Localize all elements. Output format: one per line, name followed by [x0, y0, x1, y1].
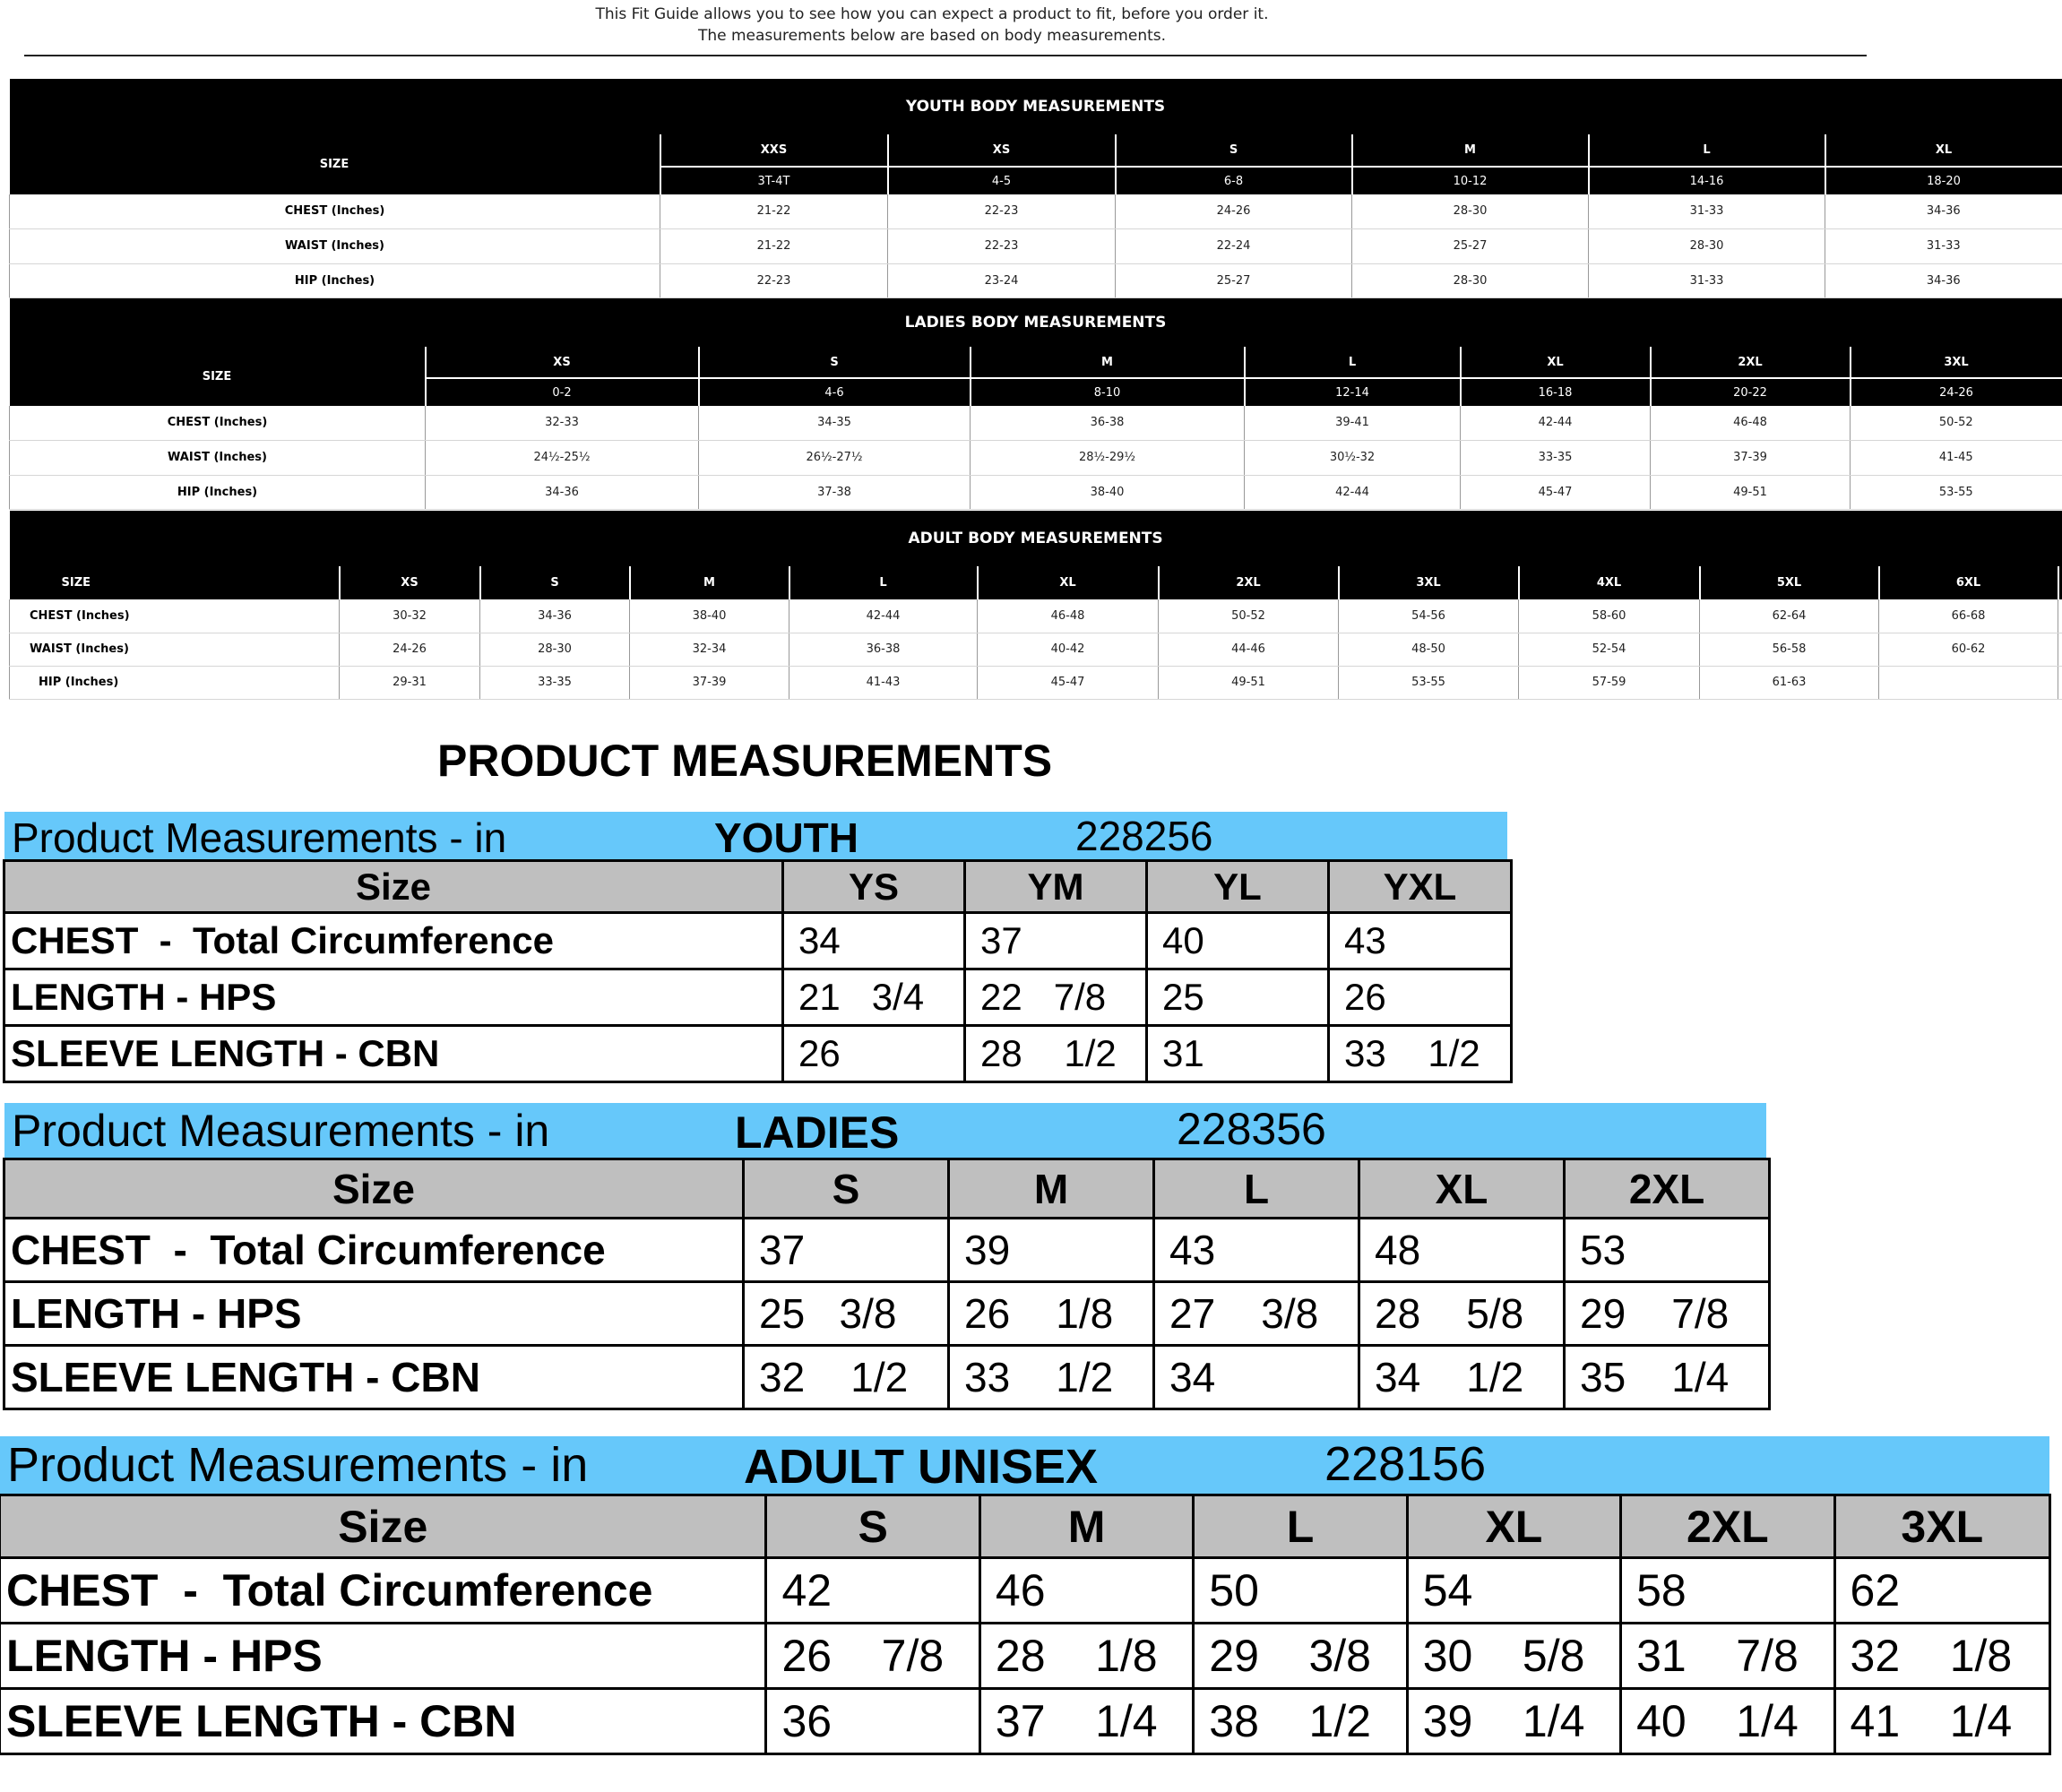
ladies-body-table — [9, 298, 2062, 510]
table-row — [10, 263, 2062, 297]
cell: 29-31 — [340, 666, 480, 699]
cell: 45-47 — [1461, 475, 1651, 509]
cell: 25-27 — [1352, 228, 1589, 263]
size-header: S — [766, 1495, 979, 1558]
youth-product-group: YOUTH — [714, 814, 858, 861]
cell: 24-26 — [1116, 194, 1352, 228]
cell: 36 — [766, 1689, 979, 1754]
cell: 50-52 — [1851, 406, 2062, 440]
cell: 36-38 — [971, 406, 1245, 440]
youth-size-header: XXS — [660, 134, 888, 167]
ladies-product-table — [3, 1158, 1771, 1410]
row-label: CHEST (Inches) — [10, 599, 340, 633]
cell: 30 5/8 — [1407, 1624, 1620, 1689]
cell: 39 — [949, 1219, 1154, 1282]
cell: 32 1/8 — [1834, 1624, 2049, 1689]
cell: 48 — [1359, 1219, 1565, 1282]
cell: 26 1/8 — [949, 1282, 1154, 1346]
cell: 49-51 — [1651, 475, 1851, 509]
youth-body-table — [9, 79, 2062, 298]
cell: 62 — [1834, 1558, 2049, 1624]
cell: 34-35 — [699, 406, 971, 440]
cell: 38-40 — [630, 599, 789, 633]
cell: 41-43 — [789, 666, 978, 699]
ladies-size-header: XS — [426, 347, 699, 378]
ladies-size-header: 3XL — [1851, 347, 2062, 378]
row-label: CHEST - Total Circumference — [0, 1558, 766, 1624]
table-row — [4, 969, 1512, 1026]
cell: 66-68 — [1879, 599, 2058, 633]
row-label: HIP (Inches) — [10, 475, 426, 509]
cell: 42-44 — [789, 599, 978, 633]
cell: 54-56 — [1339, 599, 1519, 633]
youth-size-label: Size — [4, 861, 783, 913]
cell: 21-22 — [660, 194, 888, 228]
cell: 44-46 — [1159, 633, 1339, 666]
table-row — [10, 440, 2062, 475]
ladies-range-header: 20-22 — [1651, 378, 1851, 406]
cell: 43 — [1329, 913, 1512, 969]
cell: 58-60 — [1519, 599, 1700, 633]
cell: 28 1/2 — [965, 1026, 1147, 1082]
cell: 28-30 — [1352, 194, 1589, 228]
cell: 42-44 — [1461, 406, 1651, 440]
adult-size-label: Size — [0, 1495, 766, 1558]
cell: 32 1/2 — [744, 1346, 949, 1409]
cell: 31-33 — [1589, 194, 1825, 228]
ladies-range-header: 12-14 — [1245, 378, 1461, 406]
cell: 27 3/8 — [1154, 1282, 1359, 1346]
cell: 43 — [1154, 1219, 1359, 1282]
intro-line-1: This Fit Guide allows you to see how you can expect a product to fit, before you order it. — [595, 5, 1269, 23]
row-label: HIP (Inches) — [10, 263, 660, 297]
cell: 22-23 — [888, 194, 1116, 228]
cell: 39-41 — [1245, 406, 1461, 440]
row-label: CHEST (Inches) — [10, 194, 660, 228]
cell: 22 7/8 — [965, 969, 1147, 1026]
cell-spacer — [2058, 599, 2062, 633]
cell: 29 3/8 — [1194, 1624, 1407, 1689]
cell: 46 — [979, 1558, 1193, 1624]
youth-size-header: XL — [1825, 134, 2062, 167]
ladies-range-header: 24-26 — [1851, 378, 2062, 406]
ladies-product-group: LADIES — [735, 1107, 900, 1158]
table-row — [4, 1282, 1770, 1346]
ladies-size-header: L — [1245, 347, 1461, 378]
youth-body-title: YOUTH BODY MEASUREMENTS — [10, 79, 2062, 134]
cell: 60-62 — [1879, 633, 2058, 666]
cell: 50-52 — [1159, 599, 1339, 633]
cell: 57-59 — [1519, 666, 1700, 699]
cell: 52-54 — [1519, 633, 1700, 666]
cell: 53-55 — [1339, 666, 1519, 699]
cell: 62-64 — [1700, 599, 1879, 633]
cell: 26 7/8 — [766, 1624, 979, 1689]
adult-size-header: XL — [978, 566, 1159, 599]
cell: 37-39 — [630, 666, 789, 699]
table-row — [0, 1624, 2050, 1689]
cell: 33 1/2 — [949, 1346, 1154, 1409]
ladies-range-header: 4-6 — [699, 378, 971, 406]
cell: 31-33 — [1825, 228, 2062, 263]
table-row — [0, 1689, 2050, 1754]
cell-spacer — [2058, 666, 2062, 699]
youth-age-header: 6-8 — [1116, 167, 1352, 194]
cell: 53 — [1565, 1219, 1770, 1282]
cell: 26½-27½ — [699, 440, 971, 475]
ladies-product-band — [4, 1103, 1766, 1159]
cell: 37 — [965, 913, 1147, 969]
table-row — [10, 599, 2062, 633]
adult-product-code: 228156 — [1324, 1437, 1487, 1491]
row-label: LENGTH - HPS — [4, 1282, 744, 1346]
size-header: XL — [1359, 1159, 1565, 1219]
size-header: S — [744, 1159, 949, 1219]
cell: 56-58 — [1700, 633, 1879, 666]
adult-product-band — [0, 1436, 2049, 1495]
divider — [24, 55, 1867, 56]
youth-size-header: M — [1352, 134, 1589, 167]
ladies-product-code: 228356 — [1177, 1104, 1326, 1154]
ladies-size-header: 2XL — [1651, 347, 1851, 378]
cell: 30-32 — [340, 599, 480, 633]
adult-body-table — [9, 511, 2062, 700]
row-label: LENGTH - HPS — [4, 969, 783, 1026]
table-row — [4, 1219, 1770, 1282]
cell: 31-33 — [1589, 263, 1825, 297]
adult-product-lead: Product Measurements - in — [7, 1438, 589, 1492]
cell: 37-39 — [1651, 440, 1851, 475]
adult-size-header: S — [480, 566, 630, 599]
cell: 34 — [783, 913, 965, 969]
cell: 37-38 — [699, 475, 971, 509]
cell: 41-45 — [1851, 440, 2062, 475]
ladies-range-header: 16-18 — [1461, 378, 1651, 406]
cell: 28½-29½ — [971, 440, 1245, 475]
adult-size-header: M — [630, 566, 789, 599]
size-header: M — [979, 1495, 1193, 1558]
cell: 28 1/8 — [979, 1624, 1193, 1689]
adult-size-header: 5XL — [1700, 566, 1879, 599]
cell: 26 — [1329, 969, 1512, 1026]
youth-product-code: 228256 — [1075, 813, 1213, 859]
adult-size-label: SIZE — [10, 566, 340, 599]
product-measurements-heading: PRODUCT MEASUREMENTS — [437, 736, 1053, 786]
youth-size-header: S — [1116, 134, 1352, 167]
cell: 37 1/4 — [979, 1689, 1193, 1754]
table-row — [10, 633, 2062, 666]
youth-age-header: 4-5 — [888, 167, 1116, 194]
cell: 25 3/8 — [744, 1282, 949, 1346]
youth-size-header: L — [1589, 134, 1825, 167]
cell: 38 1/2 — [1194, 1689, 1407, 1754]
size-header: YS — [783, 861, 965, 913]
table-row — [10, 228, 2062, 263]
cell: 22-24 — [1116, 228, 1352, 263]
table-row — [4, 1026, 1512, 1082]
ladies-product-lead: Product Measurements - in — [12, 1106, 550, 1156]
cell: 39 1/4 — [1407, 1689, 1620, 1754]
table-row — [4, 913, 1512, 969]
cell: 40-42 — [978, 633, 1159, 666]
cell: 24-26 — [340, 633, 480, 666]
adult-body-title: ADULT BODY MEASUREMENTS — [10, 511, 2062, 566]
youth-age-header: 18-20 — [1825, 167, 2062, 194]
youth-age-header: 10-12 — [1352, 167, 1589, 194]
youth-size-label: SIZE — [10, 134, 660, 194]
youth-age-header: 14-16 — [1589, 167, 1825, 194]
cell — [1879, 666, 2058, 699]
cell: 34-36 — [480, 599, 630, 633]
intro-line-2: The measurements below are based on body measurements. — [697, 27, 1167, 45]
cell: 33-35 — [480, 666, 630, 699]
youth-product-lead: Product Measurements - in — [12, 814, 507, 861]
cell: 50 — [1194, 1558, 1407, 1624]
cell: 28-30 — [480, 633, 630, 666]
cell: 25 — [1147, 969, 1329, 1026]
cell: 34-36 — [1825, 263, 2062, 297]
cell: 34 — [1154, 1346, 1359, 1409]
cell: 22-23 — [888, 228, 1116, 263]
ladies-size-header: M — [971, 347, 1245, 378]
row-label: WAIST (Inches) — [10, 228, 660, 263]
row-label: CHEST (Inches) — [10, 406, 426, 440]
cell: 46-48 — [978, 599, 1159, 633]
table-row — [4, 1346, 1770, 1409]
cell: 46-48 — [1651, 406, 1851, 440]
size-header: M — [949, 1159, 1154, 1219]
cell: 32-33 — [426, 406, 699, 440]
row-label: SLEEVE LENGTH - CBN — [4, 1026, 783, 1082]
cell: 33-35 — [1461, 440, 1651, 475]
ladies-size-label: Size — [4, 1159, 744, 1219]
adult-size-header: 4XL — [1519, 566, 1700, 599]
youth-product-table — [3, 859, 1513, 1083]
cell: 34-36 — [426, 475, 699, 509]
cell: 36-38 — [789, 633, 978, 666]
row-label: WAIST (Inches) — [10, 633, 340, 666]
cell: 35 1/4 — [1565, 1346, 1770, 1409]
cell: 45-47 — [978, 666, 1159, 699]
header-spacer — [2058, 566, 2062, 599]
cell: 38-40 — [971, 475, 1245, 509]
row-label: SLEEVE LENGTH - CBN — [4, 1346, 744, 1409]
size-header: 3XL — [1834, 1495, 2049, 1558]
row-label: WAIST (Inches) — [10, 440, 426, 475]
size-header: YM — [965, 861, 1147, 913]
cell: 31 — [1147, 1026, 1329, 1082]
adult-size-header: 3XL — [1339, 566, 1519, 599]
size-header: L — [1154, 1159, 1359, 1219]
size-header: 2XL — [1621, 1495, 1834, 1558]
cell: 61-63 — [1700, 666, 1879, 699]
youth-product-band — [4, 812, 1507, 860]
size-header: 2XL — [1565, 1159, 1770, 1219]
cell: 28 5/8 — [1359, 1282, 1565, 1346]
table-row — [10, 475, 2062, 509]
cell: 33 1/2 — [1329, 1026, 1512, 1082]
cell: 40 — [1147, 913, 1329, 969]
cell: 41 1/4 — [1834, 1689, 2049, 1754]
cell: 54 — [1407, 1558, 1620, 1624]
cell: 49-51 — [1159, 666, 1339, 699]
size-header: L — [1194, 1495, 1407, 1558]
cell: 21-22 — [660, 228, 888, 263]
adult-size-header: 6XL — [1879, 566, 2058, 599]
adult-size-header: XS — [340, 566, 480, 599]
cell: 31 7/8 — [1621, 1624, 1834, 1689]
table-row — [10, 194, 2062, 228]
ladies-size-label: SIZE — [10, 347, 426, 406]
cell: 23-24 — [888, 263, 1116, 297]
cell: 24½-25½ — [426, 440, 699, 475]
size-header: YL — [1147, 861, 1329, 913]
cell: 58 — [1621, 1558, 1834, 1624]
adult-product-table — [0, 1494, 2051, 1755]
row-label: CHEST - Total Circumference — [4, 913, 783, 969]
adult-product-group: ADULT UNISEX — [744, 1440, 1099, 1494]
row-label: HIP (Inches) — [10, 666, 340, 699]
cell: 40 1/4 — [1621, 1689, 1834, 1754]
cell: 22-23 — [660, 263, 888, 297]
row-label: CHEST - Total Circumference — [4, 1219, 744, 1282]
cell: 28-30 — [1352, 263, 1589, 297]
ladies-range-header: 8-10 — [971, 378, 1245, 406]
row-label: SLEEVE LENGTH - CBN — [0, 1689, 766, 1754]
cell: 21 3/4 — [783, 969, 965, 1026]
ladies-size-header: S — [699, 347, 971, 378]
cell: 53-55 — [1851, 475, 2062, 509]
youth-size-header: XS — [888, 134, 1116, 167]
cell-spacer — [2058, 633, 2062, 666]
adult-size-header: L — [789, 566, 978, 599]
cell: 34-36 — [1825, 194, 2062, 228]
table-row — [10, 666, 2062, 699]
ladies-range-header: 0-2 — [426, 378, 699, 406]
cell: 29 7/8 — [1565, 1282, 1770, 1346]
cell: 34 1/2 — [1359, 1346, 1565, 1409]
cell: 37 — [744, 1219, 949, 1282]
size-header: YXL — [1329, 861, 1512, 913]
cell: 25-27 — [1116, 263, 1352, 297]
cell: 26 — [783, 1026, 965, 1082]
table-row — [10, 406, 2062, 440]
cell: 42-44 — [1245, 475, 1461, 509]
adult-size-header: 2XL — [1159, 566, 1339, 599]
row-label: LENGTH - HPS — [0, 1624, 766, 1689]
youth-age-header: 3T-4T — [660, 167, 888, 194]
cell: 28-30 — [1589, 228, 1825, 263]
cell: 42 — [766, 1558, 979, 1624]
cell: 30½-32 — [1245, 440, 1461, 475]
table-row — [0, 1558, 2050, 1624]
ladies-size-header: XL — [1461, 347, 1651, 378]
ladies-body-title: LADIES BODY MEASUREMENTS — [10, 298, 2062, 347]
cell: 48-50 — [1339, 633, 1519, 666]
cell: 32-34 — [630, 633, 789, 666]
size-header: XL — [1407, 1495, 1620, 1558]
